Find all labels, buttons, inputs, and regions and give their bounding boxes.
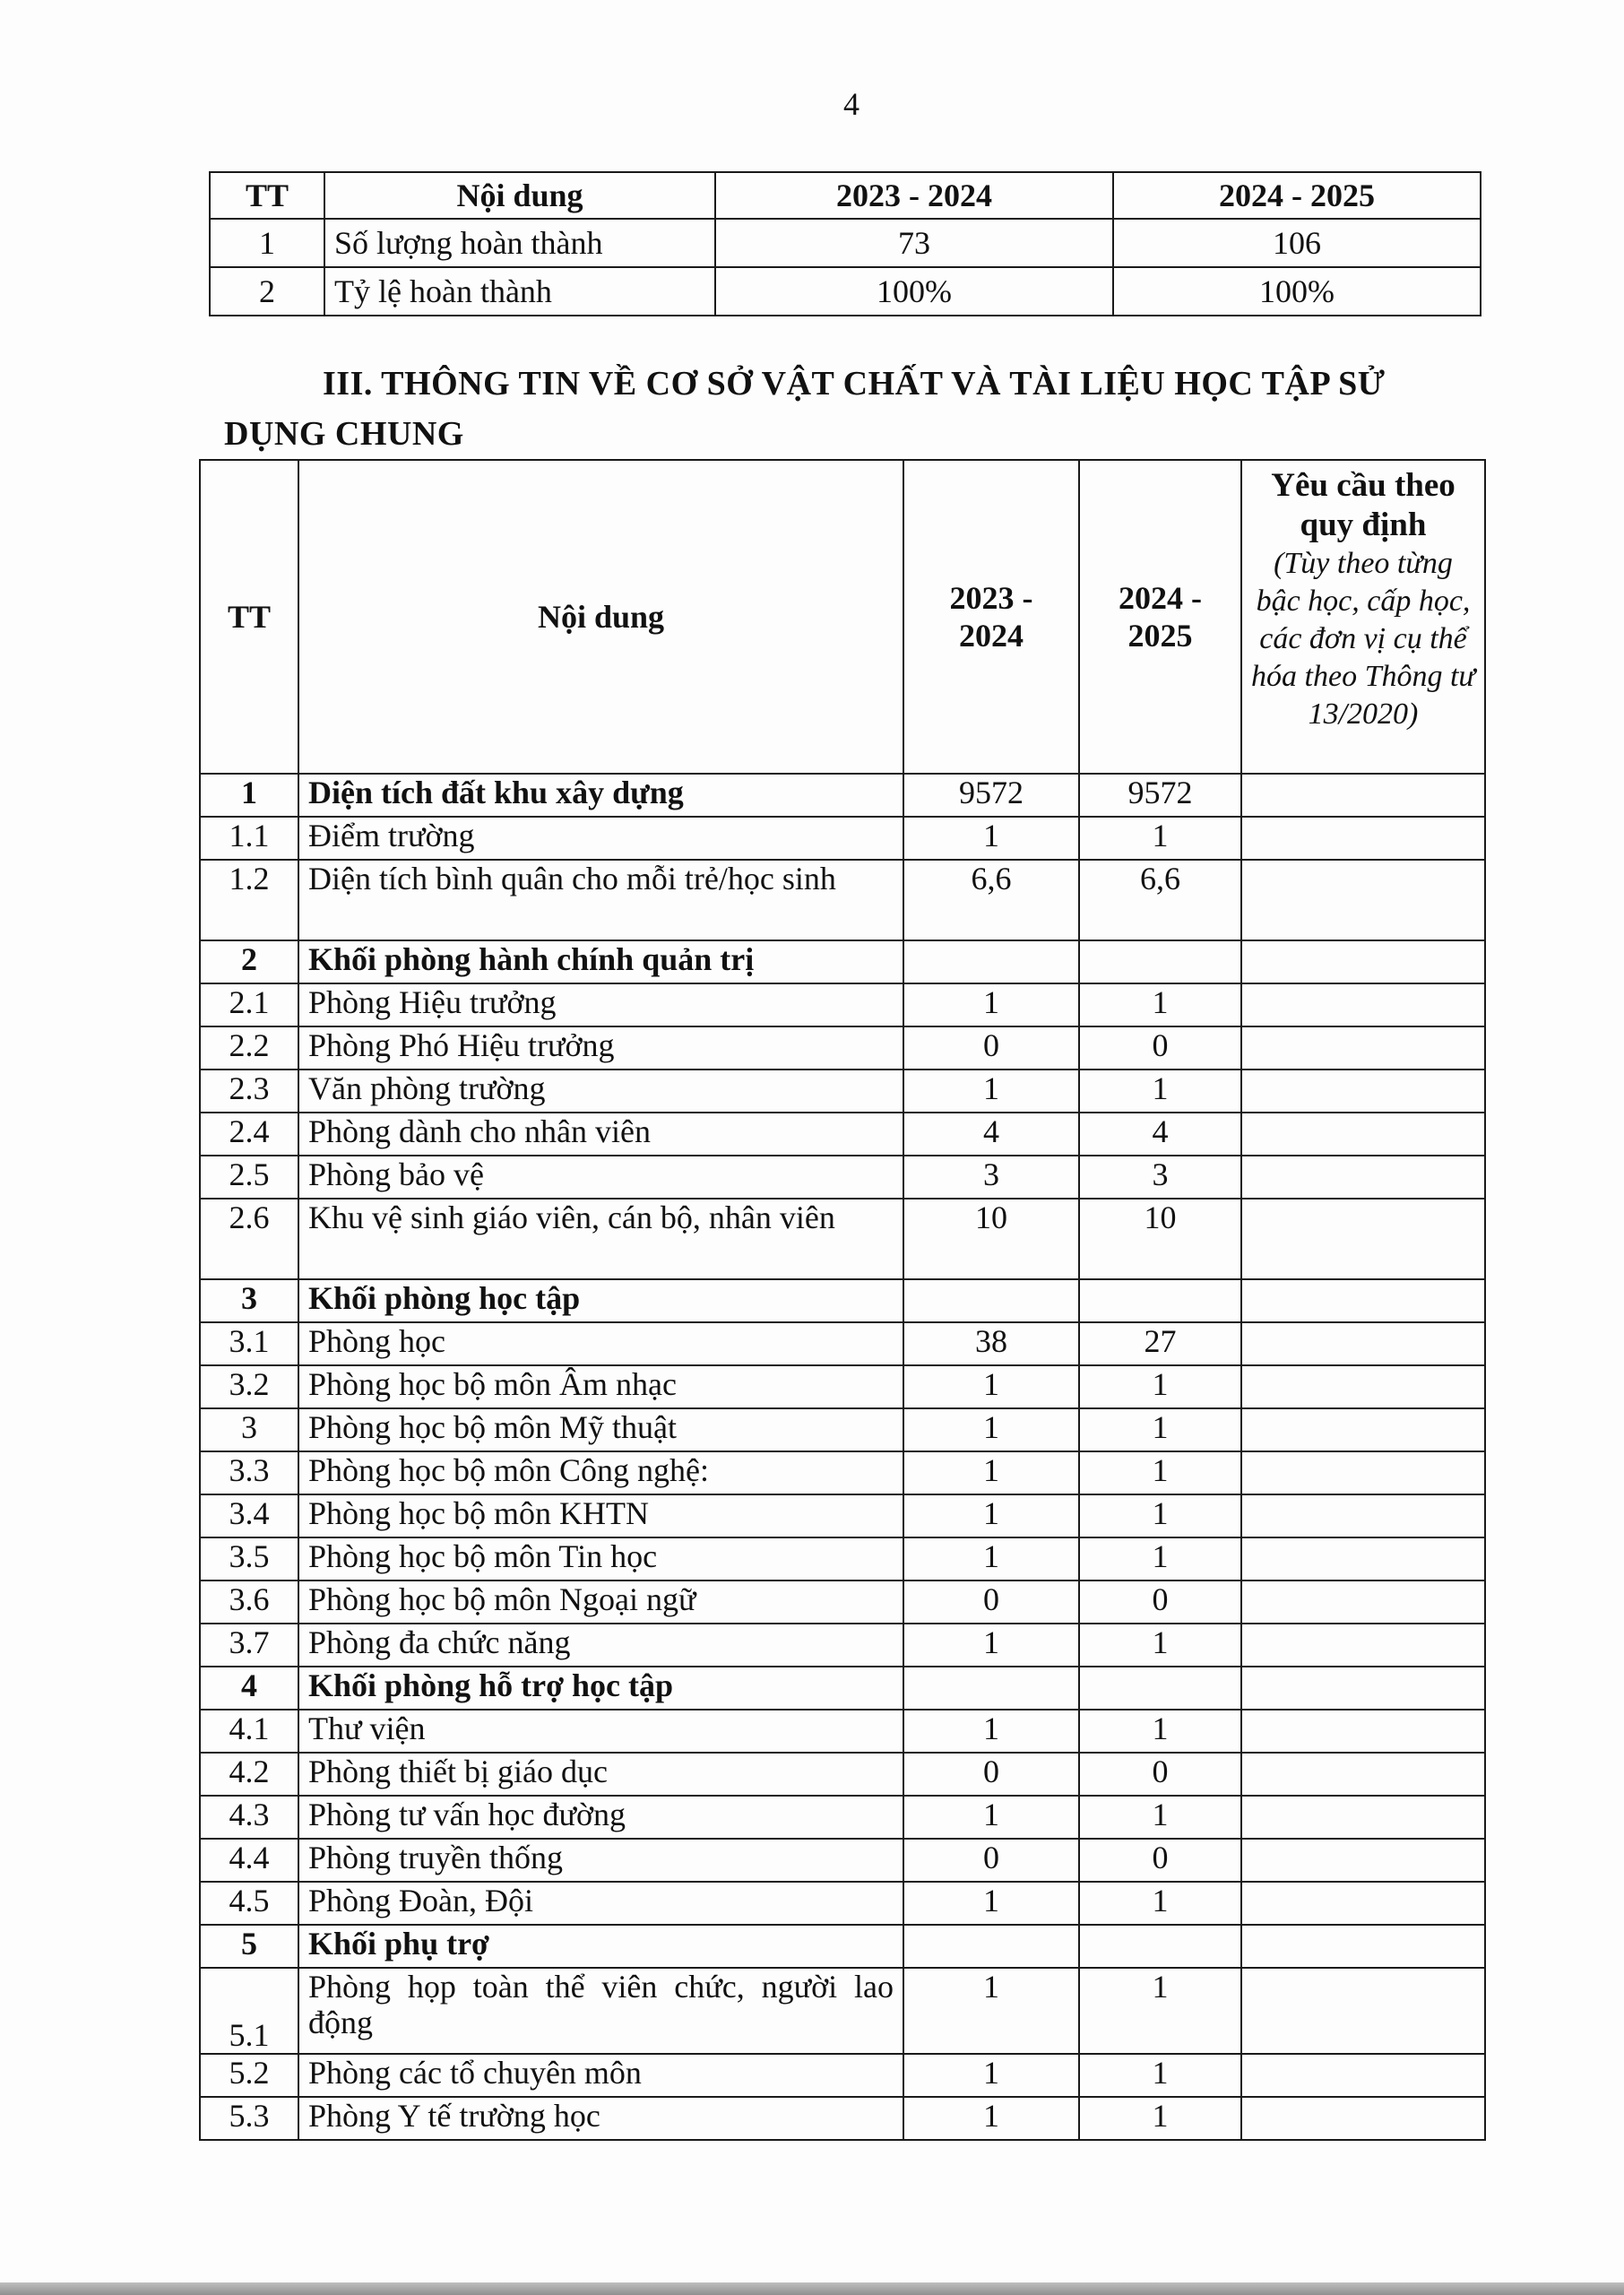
header-2023-2024: 2023 - 2024 <box>715 172 1113 219</box>
cell-noi-dung: Phòng bảo vệ <box>298 1156 903 1199</box>
cell-tt: 3 <box>200 1279 298 1322</box>
cell-tt: 4.4 <box>200 1839 298 1882</box>
cell-requirement <box>1241 774 1485 817</box>
table-row <box>200 2054 1485 2097</box>
cell-requirement <box>1241 1968 1485 2054</box>
cell-requirement <box>1241 1624 1485 1667</box>
cell-tt: 4.2 <box>200 1753 298 1796</box>
cell-tt: 1.2 <box>200 860 298 940</box>
cell-requirement <box>1241 817 1485 860</box>
cell-noi-dung: Văn phòng trường <box>298 1070 903 1113</box>
table-row <box>210 219 1481 267</box>
cell-requirement <box>1241 2097 1485 2140</box>
table-group-row <box>200 1279 1485 1322</box>
section-heading <box>224 359 1479 459</box>
cell-2023-2024: 0 <box>903 1839 1079 1882</box>
cell-2024-2025: 1 <box>1079 1494 1241 1537</box>
header-2023-2024 <box>903 460 1079 774</box>
cell-noi-dung: Phòng học bộ môn Công nghệ: <box>298 1451 903 1494</box>
cell-2023-2024: 1 <box>903 1494 1079 1537</box>
cell-2023-2024 <box>903 1667 1079 1710</box>
cell-2023-2024: 6,6 <box>903 860 1079 940</box>
table-row <box>200 2097 1485 2140</box>
cell-noi-dung: Phòng học bộ môn Tin học <box>298 1537 903 1581</box>
cell-noi-dung: Phòng dành cho nhân viên <box>298 1113 903 1156</box>
cell-tt: 5.3 <box>200 2097 298 2140</box>
cell-2024-2025 <box>1079 1279 1241 1322</box>
cell-requirement <box>1241 940 1485 983</box>
cell-2024-2025: 1 <box>1079 1710 1241 1753</box>
cell-2023-2024 <box>903 1279 1079 1322</box>
completion-table <box>209 171 1481 316</box>
cell-2024-2025: 1 <box>1079 2097 1241 2140</box>
cell-tt: 3.5 <box>200 1537 298 1581</box>
header-2024-2025 <box>1079 460 1241 774</box>
cell-tt: 3.3 <box>200 1451 298 1494</box>
cell-tt: 2.5 <box>200 1156 298 1199</box>
cell-2024-2025: 0 <box>1079 1581 1241 1624</box>
table-row <box>200 1710 1485 1753</box>
table-row <box>200 1408 1485 1451</box>
cell-2024-2025: 1 <box>1079 817 1241 860</box>
cell-tt: 4 <box>200 1667 298 1710</box>
table-group-row <box>200 774 1485 817</box>
cell-tt: 2.1 <box>200 983 298 1026</box>
cell-2024-2025: 1 <box>1079 1796 1241 1839</box>
cell-2024-2025: 1 <box>1079 1451 1241 1494</box>
cell-noi-dung: Số lượng hoàn thành <box>324 219 715 267</box>
cell-tt: 5 <box>200 1925 298 1968</box>
cell-tt: 2.3 <box>200 1070 298 1113</box>
cell-noi-dung: Điểm trường <box>298 817 903 860</box>
cell-requirement <box>1241 1408 1485 1451</box>
cell-2024-2025: 0 <box>1079 1753 1241 1796</box>
cell-tt: 3 <box>200 1408 298 1451</box>
cell-noi-dung: Phòng tư vấn học đường <box>298 1796 903 1839</box>
table-row <box>200 1882 1485 1925</box>
header-requirement <box>1241 460 1485 774</box>
table-row <box>200 1581 1485 1624</box>
cell-tt: 3.7 <box>200 1624 298 1667</box>
cell-2023-2024: 1 <box>903 2097 1079 2140</box>
cell-requirement <box>1241 1279 1485 1322</box>
cell-tt: 2 <box>210 267 324 316</box>
cell-tt: 4.3 <box>200 1796 298 1839</box>
cell-2024-2025: 106 <box>1113 219 1481 267</box>
cell-requirement <box>1241 1882 1485 1925</box>
table-row <box>200 983 1485 1026</box>
cell-requirement <box>1241 2054 1485 2097</box>
cell-noi-dung: Phòng học bộ môn KHTN <box>298 1494 903 1537</box>
cell-2023-2024: 1 <box>903 1408 1079 1451</box>
cell-tt: 2 <box>200 940 298 983</box>
header-2023-part2: 2024 <box>959 618 1024 654</box>
table-group-row <box>200 940 1485 983</box>
cell-noi-dung: Phòng Hiệu trưởng <box>298 983 903 1026</box>
cell-2023-2024: 1 <box>903 1070 1079 1113</box>
cell-tt: 3.2 <box>200 1365 298 1408</box>
header-noi-dung: Nội dung <box>298 460 903 774</box>
table-group-row <box>200 1667 1485 1710</box>
cell-tt: 1.1 <box>200 817 298 860</box>
requirement-title: Yêu cầu theo quy định <box>1271 467 1456 543</box>
cell-2024-2025: 1 <box>1079 2054 1241 2097</box>
cell-2024-2025: 1 <box>1079 1882 1241 1925</box>
cell-requirement <box>1241 1494 1485 1537</box>
section-heading-line2: DỤNG CHUNG <box>224 415 464 453</box>
header-tt: TT <box>210 172 324 219</box>
table-row <box>200 1796 1485 1839</box>
cell-noi-dung: Diện tích bình quân cho mỗi trẻ/học sinh <box>298 860 903 940</box>
table-row <box>210 267 1481 316</box>
cell-requirement <box>1241 1796 1485 1839</box>
cell-requirement <box>1241 1365 1485 1408</box>
cell-2023-2024: 1 <box>903 1365 1079 1408</box>
cell-2023-2024 <box>903 1925 1079 1968</box>
cell-tt: 3.4 <box>200 1494 298 1537</box>
facilities-table <box>199 459 1486 2141</box>
cell-tt: 2.6 <box>200 1199 298 1279</box>
cell-2024-2025 <box>1079 1667 1241 1710</box>
cell-requirement <box>1241 1113 1485 1156</box>
table-row <box>200 860 1485 940</box>
table-row <box>200 1537 1485 1581</box>
table-row <box>200 1839 1485 1882</box>
cell-noi-dung: Khu vệ sinh giáo viên, cán bộ, nhân viên <box>298 1199 903 1279</box>
cell-noi-dung: Phòng họp toàn thể viên chức, người lao động <box>298 1968 903 2054</box>
cell-2023-2024: 1 <box>903 983 1079 1026</box>
table-row <box>200 1070 1485 1113</box>
header-2023-part1: 2023 - <box>949 580 1033 616</box>
cell-requirement <box>1241 1070 1485 1113</box>
cell-2023-2024: 10 <box>903 1199 1079 1279</box>
cell-tt: 4.5 <box>200 1882 298 1925</box>
table-row <box>200 1624 1485 1667</box>
cell-tt: 2.4 <box>200 1113 298 1156</box>
cell-noi-dung: Phòng các tổ chuyên môn <box>298 2054 903 2097</box>
cell-noi-dung: Khối phụ trợ <box>298 1925 903 1968</box>
cell-2023-2024: 1 <box>903 817 1079 860</box>
cell-noi-dung: Khối phòng hành chính quản trị <box>298 940 903 983</box>
cell-requirement <box>1241 1537 1485 1581</box>
cell-tt: 3.6 <box>200 1581 298 1624</box>
cell-tt: 4.1 <box>200 1710 298 1753</box>
header-2024-part1: 2024 - <box>1119 580 1202 616</box>
table-row <box>200 1113 1485 1156</box>
table-row <box>200 1199 1485 1279</box>
header-2024-2025: 2024 - 2025 <box>1113 172 1481 219</box>
table-row <box>200 817 1485 860</box>
cell-2024-2025 <box>1079 1925 1241 1968</box>
cell-noi-dung: Phòng truyền thống <box>298 1839 903 1882</box>
cell-2023-2024 <box>903 940 1079 983</box>
cell-2024-2025: 27 <box>1079 1322 1241 1365</box>
cell-tt: 5.1 <box>200 1968 298 2054</box>
cell-tt: 3.1 <box>200 1322 298 1365</box>
cell-2024-2025: 100% <box>1113 267 1481 316</box>
cell-2024-2025 <box>1079 940 1241 983</box>
cell-2024-2025: 6,6 <box>1079 860 1241 940</box>
cell-noi-dung: Phòng học bộ môn Ngoại ngữ <box>298 1581 903 1624</box>
table-row <box>200 1365 1485 1408</box>
cell-noi-dung: Phòng Phó Hiệu trưởng <box>298 1026 903 1070</box>
table-header-row <box>200 460 1485 774</box>
cell-noi-dung: Diện tích đất khu xây dựng <box>298 774 903 817</box>
cell-requirement <box>1241 1753 1485 1796</box>
requirement-note: (Tùy theo từng bậc học, cấp học, các đơn vị cụ thể hóa theo Thông tư 13/2020) <box>1251 547 1475 731</box>
cell-2023-2024: 1 <box>903 1624 1079 1667</box>
cell-tt: 2.2 <box>200 1026 298 1070</box>
cell-2023-2024: 100% <box>715 267 1113 316</box>
cell-2024-2025: 9572 <box>1079 774 1241 817</box>
cell-2023-2024: 3 <box>903 1156 1079 1199</box>
cell-2023-2024: 1 <box>903 1710 1079 1753</box>
cell-requirement <box>1241 1581 1485 1624</box>
cell-2024-2025: 1 <box>1079 1968 1241 2054</box>
cell-2023-2024: 4 <box>903 1113 1079 1156</box>
cell-2023-2024: 9572 <box>903 774 1079 817</box>
cell-2024-2025: 1 <box>1079 983 1241 1026</box>
cell-requirement <box>1241 1451 1485 1494</box>
cell-2024-2025: 1 <box>1079 1408 1241 1451</box>
cell-noi-dung: Phòng học bộ môn Mỹ thuật <box>298 1408 903 1451</box>
table-group-row <box>200 1925 1485 1968</box>
cell-noi-dung: Phòng học bộ môn Âm nhạc <box>298 1365 903 1408</box>
header-tt: TT <box>200 460 298 774</box>
cell-2024-2025: 3 <box>1079 1156 1241 1199</box>
scan-edge <box>0 2282 1624 2295</box>
cell-2024-2025: 1 <box>1079 1624 1241 1667</box>
table-row <box>200 1968 1485 2054</box>
cell-requirement <box>1241 1026 1485 1070</box>
cell-requirement <box>1241 1667 1485 1710</box>
cell-noi-dung: Phòng Đoàn, Đội <box>298 1882 903 1925</box>
cell-2023-2024: 0 <box>903 1026 1079 1070</box>
section-heading-line1: III. THÔNG TIN VỀ CƠ SỞ VẬT CHẤT VÀ TÀI LIỆU HỌC TẬP SỬ <box>323 365 1386 403</box>
cell-2023-2024: 73 <box>715 219 1113 267</box>
cell-requirement <box>1241 1156 1485 1199</box>
cell-noi-dung: Phòng Y tế trường học <box>298 2097 903 2140</box>
cell-2024-2025: 1 <box>1079 1365 1241 1408</box>
header-2024-part2: 2025 <box>1127 618 1193 654</box>
table-row <box>200 1451 1485 1494</box>
table-row <box>200 1322 1485 1365</box>
cell-2024-2025: 10 <box>1079 1199 1241 1279</box>
cell-2023-2024: 0 <box>903 1581 1079 1624</box>
cell-tt: 1 <box>210 219 324 267</box>
page-number: 4 <box>843 86 860 122</box>
cell-noi-dung: Phòng thiết bị giáo dục <box>298 1753 903 1796</box>
table-row <box>200 1753 1485 1796</box>
cell-2024-2025: 4 <box>1079 1113 1241 1156</box>
cell-2023-2024: 1 <box>903 1968 1079 2054</box>
cell-2023-2024: 38 <box>903 1322 1079 1365</box>
cell-requirement <box>1241 1199 1485 1279</box>
header-noi-dung: Nội dung <box>324 172 715 219</box>
table-row <box>200 1156 1485 1199</box>
cell-noi-dung: Phòng đa chức năng <box>298 1624 903 1667</box>
cell-2024-2025: 1 <box>1079 1537 1241 1581</box>
cell-2023-2024: 1 <box>903 1537 1079 1581</box>
cell-requirement <box>1241 983 1485 1026</box>
cell-noi-dung: Tỷ lệ hoàn thành <box>324 267 715 316</box>
cell-noi-dung: Khối phòng học tập <box>298 1279 903 1322</box>
cell-2023-2024: 0 <box>903 1753 1079 1796</box>
cell-requirement <box>1241 1839 1485 1882</box>
cell-2023-2024: 1 <box>903 1882 1079 1925</box>
cell-tt: 1 <box>200 774 298 817</box>
cell-2023-2024: 1 <box>903 1451 1079 1494</box>
cell-tt: 5.2 <box>200 2054 298 2097</box>
cell-2024-2025: 0 <box>1079 1026 1241 1070</box>
cell-2023-2024: 1 <box>903 2054 1079 2097</box>
cell-requirement <box>1241 1322 1485 1365</box>
cell-requirement <box>1241 1710 1485 1753</box>
cell-2024-2025: 1 <box>1079 1070 1241 1113</box>
cell-requirement <box>1241 1925 1485 1968</box>
table-row <box>200 1494 1485 1537</box>
cell-requirement <box>1241 860 1485 940</box>
cell-noi-dung: Khối phòng hỗ trợ học tập <box>298 1667 903 1710</box>
cell-noi-dung: Thư viện <box>298 1710 903 1753</box>
cell-noi-dung: Phòng học <box>298 1322 903 1365</box>
table-header-row <box>210 172 1481 219</box>
cell-2024-2025: 0 <box>1079 1839 1241 1882</box>
table-row <box>200 1026 1485 1070</box>
cell-2023-2024: 1 <box>903 1796 1079 1839</box>
